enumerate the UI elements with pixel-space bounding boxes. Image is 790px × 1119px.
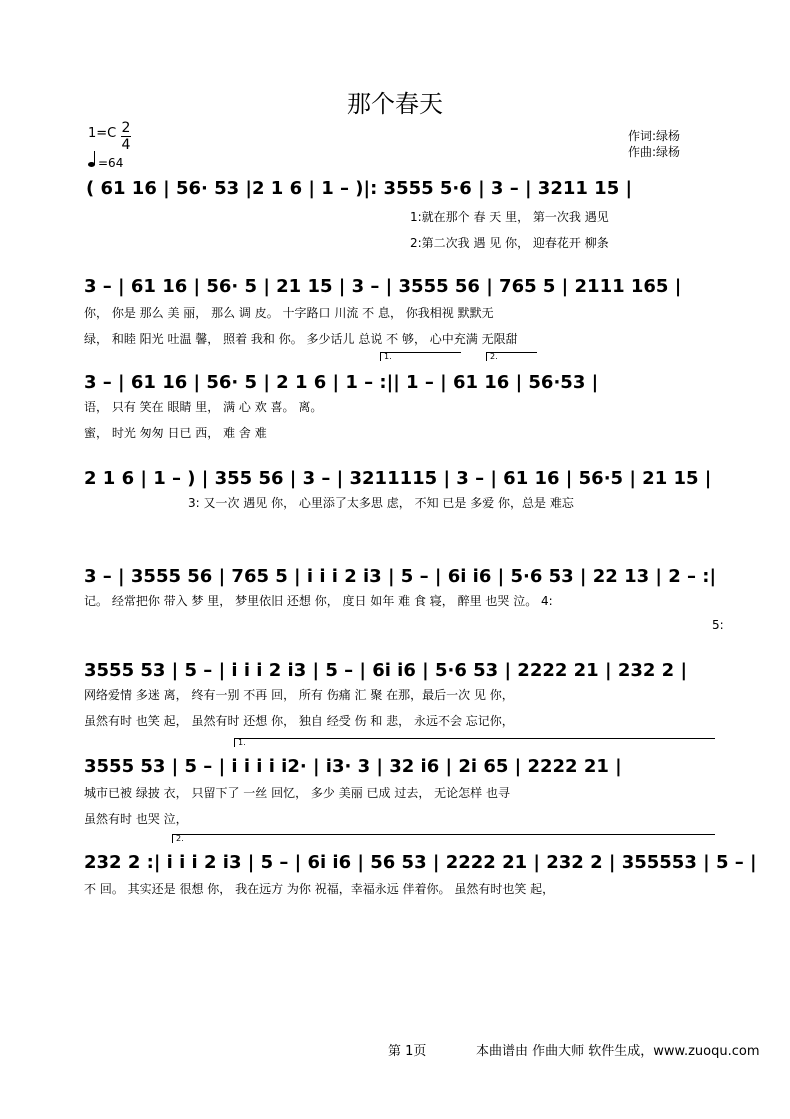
lyric-line-1: 语， 只有 笑在 眼睛 里， 满 心 欢 喜。 离。 (84, 400, 323, 414)
notes-row-1 (84, 178, 714, 208)
lyric-line-1: 城市已被 绿披 衣， 只留下了 一丝 回忆， 多少 美丽 已成 过去， 无论怎样 也寻 (84, 786, 510, 800)
score-row-7 (84, 738, 714, 826)
notation-text: 3 – | 61 16 | 56· 5 | 2 1 6 | 1 – :|| 1 – | 61 16 | 56·53 | (84, 372, 599, 393)
lyric-line-1: 3: 又一次 遇见 你， 心里添了太多思 虑， 不知 已是 多爱 你，总是 难忘 (188, 496, 574, 510)
key-signature: 1=C (88, 126, 117, 141)
quarter-note-icon (88, 162, 95, 167)
tempo-marking (88, 156, 123, 170)
time-signature (121, 120, 131, 153)
lyric-line-2: 蜜， 时光 匆匆 日已 西， 难 舍 难 (84, 426, 267, 440)
meter-top: 2 (121, 120, 131, 136)
notes-row-7 (84, 756, 714, 786)
lyric-line-1: 你， 你是 那么 美 丽， 那么 调 皮。 十字路口 川流 不 息， 你我相视 默默无 (84, 306, 494, 320)
volta-2: 2. (486, 352, 537, 361)
meter-bottom: 4 (121, 137, 131, 153)
volta-1: 1. (380, 352, 461, 361)
score-row-3 (84, 352, 714, 440)
notation-text: ( 61 16 | 56· 53 |2 1 6 | 1 – )|: 3555 5·6 | 3 – | 3211 15 | (86, 178, 633, 199)
lyric-line-2: 虽然有时 也哭 泣， (84, 812, 188, 826)
notation-text: 232 2 :| i i i 2 i3 | 5 – | 6i i6 | 56 53 | 2222 21 | 232 2 | 355553 | 5 – | (84, 852, 757, 873)
credits (628, 128, 680, 160)
volta-1: 1. (234, 738, 715, 747)
score-row-5 (84, 566, 724, 632)
lyricist: 作词:绿杨 (628, 129, 681, 143)
score-row-4 (84, 468, 714, 514)
generator-note: 本曲谱由 作曲大师 软件生成，www.zuoqu.com (476, 1044, 760, 1059)
score-row-1 (84, 178, 714, 250)
lyric-line-2: 5: (712, 618, 724, 632)
lyric-line-2: 绿， 和睦 阳光 吐温 馨， 照着 我和 你。 多少话儿 总说 不 够， 心中充满 无限甜 (84, 332, 518, 346)
lyric-line-2: 虽然有时 也笑 起， 虽然有时 还想 你， 独自 经受 伤 和 悲， 永远不会 忘记你， (84, 714, 514, 728)
page-title: 那个春天 (347, 90, 443, 118)
lyric-line-1: 1:就在那个 春 天 里， 第一次我 遇见 (410, 210, 609, 224)
notes-row-8 (84, 852, 757, 882)
volta-2: 2. (172, 834, 715, 843)
notation-text: 3555 53 | 5 – | i i i 2 i3 | 5 – | 6i i6 | 5·6 53 | 2222 21 | 232 2 | (84, 660, 688, 681)
notation-text: 2 1 6 | 1 – ) | 355 56 | 3 – | 3211115 | 3 – | 61 16 | 56·5 | 21 15 | (84, 468, 712, 489)
tempo-value: =64 (98, 156, 124, 170)
notation-text: 3 – | 61 16 | 56· 5 | 21 15 | 3 – | 3555 56 | 765 5 | 2111 165 | (84, 276, 682, 297)
lyric-line-1: 网络爱情 多迷 离， 终有一别 不再 回， 所有 伤痛 汇 聚 在那，最后一次 见 你， (84, 688, 514, 702)
lyric-line-1: 不 回。 其实还是 很想 你， 我在远方 为你 祝福，幸福永远 伴着你。 虽然有时也笑 起， (84, 882, 555, 896)
notation-text: 3555 53 | 5 – | i i i i i2· | i3· 3 | 32 i6 | 2i 65 | 2222 21 | (84, 756, 622, 777)
notation-text: 3 – | 3555 56 | 765 5 | i i i 2 i3 | 5 – | 6i i6 | 5·6 53 | 22 13 | 2 – :| (84, 566, 717, 587)
lyric-line-2: 2:第二次我 遇 见 你， 迎春花开 柳条 (410, 236, 609, 250)
lyric-line-1: 记。 经常把你 带入 梦 里， 梦里依旧 还想 你， 度日 如年 难 食 寝， 醉里 也哭 泣。 4: (84, 594, 553, 608)
notes-row-2 (84, 276, 714, 306)
score-row-2 (84, 276, 714, 346)
score-row-8 (84, 834, 757, 898)
score-row-6 (84, 660, 714, 728)
page-number: 第 1页 (388, 1044, 427, 1059)
composer: 作曲:绿杨 (628, 145, 681, 159)
